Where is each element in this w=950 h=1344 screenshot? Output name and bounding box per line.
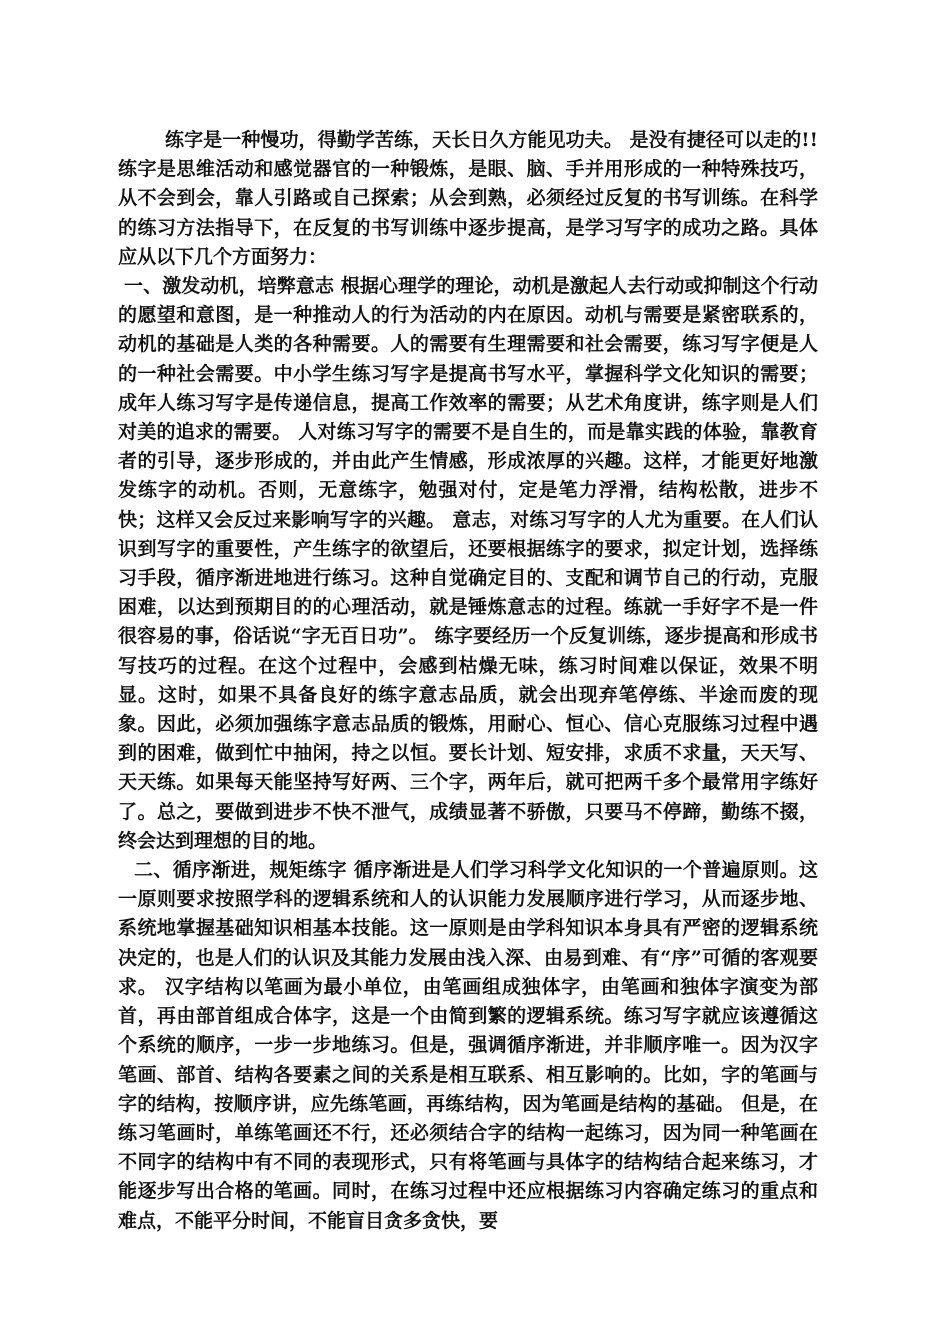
section-1-paragraph: 一、激发动机，培弊意志 根据心理学的理论，动机是激起人去行动或抑制这个行动的愿望和意图，是一种推动人的行为活动的内在原因。动机与需要是紧密联系的，动机的基础是人类的各种需要。人的需要有生理需要和社会需要，练习写字便是人的一种社会需要。中小学生练习写字是提高书写水平，掌握科学文化知识的需要；成年人练习写字是传递信息，提高工作效率的需要；从艺术角度讲，练字则是人们对美的追求的需要。 人对练习写字的需要不是自生的，而是靠实践的体验，靠教育者的引导，逐步形成的，并由此产生情感，形成浓厚的兴趣。这样，才能更好地激发练字的动机。否则，无意练字，勉强对付，定是笔力浮滑，结构松散，进步不快；这样又会反过来影响写字的兴趣。 意志，对练习写字的人尤为重要。在人们认识到写字的重要性，产生练字的欲望后，还要根据练字的要求，拟定计划，选择练习手段，循序渐进地进行练习。这种自觉确定目的、支配和调节自己的行动，克服困难，以达到预期目的的心理活动，就是锤炼意志的过程。练就一手好字不是一件很容易的事，俗话说“字无百日功”。 练字要经历一个反复训练，逐步提高和形成书写技巧的过程。在这个过程中，会感到枯燥无味，练习时间难以保证，效果不明显。这时，如果不具备良好的练字意志品质，就会出现弃笔停练、半途而废的现象。因此，必须加强练字意志品质的锻炼，用耐心、恒心、信心克服练习过程中遇到的困难，做到忙中抽闲，持之以恒。要长计划、短安排，求质不求量，天天写、天天练。如果每天能坚持写好两、三个字，两年后，就可把两千多个最常用字练好了。总之，要做到进步不快不泄气，成绩显著不骄傲，只要马不停蹄，勤练不掇，终会达到理想的目的地。	[118, 275, 818, 852]
document-body	[118, 126, 818, 1236]
section-2-paragraph: 二、循序渐进，规矩练字 循序渐进是人们学习科学文化知识的一个普遍原则。这一原则要求按照学科的逻辑系统和人的认识能力发展顺序进行学习，从而逐步地、系统地掌握基础知识相基本技能。这一原则是由学科知识本身具有严密的逻辑系统决定的，也是人们的认识及其能力发展由浅入深、由易到难、有“序”可循的客观要求。 汉字结构以笔画为最小单位，由笔画组成独体字，由笔画和独体字演变为部首，再由部首组成合体字，这是一个由简到繁的逻辑系统。练习写字就应该遵循这个系统的顺序，一步一步地练习。但是，强调循序渐进，并非顺序唯一。因为汉字笔画、部首、结构各要素之间的关系是相互联系、相互影响的。比如，字的笔画与字的结构，按顺序讲，应先练笔画，再练结构，因为笔画是结构的基础。 但是，在练习笔画时，单练笔画还不行，还必须结合字的结构一起练习，因为同一种笔画在不同字的结构中有不同的表现形式，只有将笔画与具体字的结构结合起来练习，才能逐步写出合格的笔画。同时，在练习过程中还应根据练习内容确定练习的重点和难点，不能平分时间，不能盲目贪多贪快，要	[118, 859, 818, 1232]
intro-paragraph: 练字是一种慢功，得勤学苦练，天长日久方能见功夫。 是没有捷径可以走的!! 练字是思维活动和感觉器官的一种锻炼，是眼、脑、手并用形成的一种特殊技巧，从不会到会，靠人引路或自己探索；从会到熟，必须经过反复的书写训练。在科学的练习方法指导下，在反复的书写训练中逐步提高，是学习写字的成功之路。具体应从以下几个方面努力：	[118, 129, 818, 268]
